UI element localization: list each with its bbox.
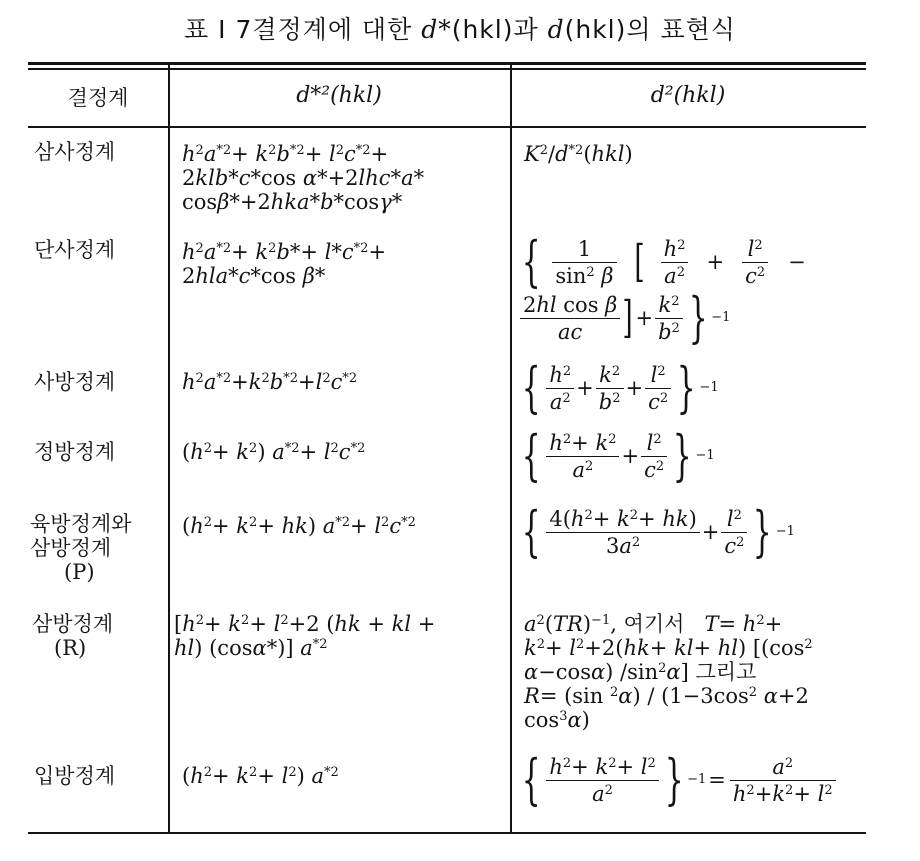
formula-hexagonal-reciprocal: $(h^2+ k^2+ hk)$ $a^{*2}+ l^2c^{*2}$ [182, 514, 416, 538]
formula-orthorhombic-reciprocal: $h^2a^{*2}+k^2b^{*2}+l^2c^{*2}$ [182, 370, 358, 394]
column-divider-1 [168, 64, 170, 834]
formula-triclinic-reciprocal: $h^2a^{*2}+ k^2b^{*2}+ l^2c^{*2}+$ 2klb*c*cos α*+2lhc*a* cosβ*+2hka*b*cosγ* [182, 142, 425, 214]
top-rule-thin [28, 68, 866, 70]
system-rhombohedral: 삼방정계 (R) [32, 612, 114, 660]
formula-rhombohedral-direct: $a^2(TR)^{-1}$, 여기서 $T= h^2+$ $k^2+ l^2+2(hk+ kl+ hl)$ [($\cos^2$ α−cosα) $/\sin^2\alpha$] 그리고 R= (sin $^2\alpha) / (1-3\cos^2$ α+2 $\cos^3\alpha$) [524, 612, 813, 732]
formula-monoclinic-direct: { $\frac{1}{\sin^2 \beta}$ [ $\frac{h^2}{a^2}$ + $\frac{l^2}{c^2}$ − $\frac{\text{2hl cos β}}{ac}$ ] + $\frac{k^2}{b^2}$ } −1 [521, 230, 806, 349]
header-crystal-system: 결정계 [67, 86, 129, 110]
system-tetragonal: 정방정계 [34, 440, 116, 464]
formula-rhombohedral-reciprocal: [$h^2+ k^2+ l^2+2$ (hk + kl + hl) (cosα*)] $a^{*2}$ [174, 612, 436, 660]
system-cubic: 입방정계 [34, 764, 116, 788]
header-reciprocal: d*²(hkl) [296, 83, 382, 108]
table-caption: 표 Ⅰ 7결정계에 대한 d*(hkl)과 d(hkl)의 표현식 [184, 15, 736, 44]
column-divider-2 [510, 64, 512, 834]
table-label: 표 Ⅰ [184, 15, 227, 44]
formula-orthorhombic-direct: { $\frac{h^2}{a^2}$ + $\frac{k^2}{b^2}$ + $\frac{l^2}{c^2}$ } −1 [521, 356, 719, 419]
system-hexagonal: 육방정계와 삼방정계 (P) [30, 512, 132, 584]
system-orthorhombic: 사방정계 [34, 370, 116, 394]
bottom-rule [28, 832, 866, 834]
system-triclinic: 삼사정계 [34, 140, 116, 164]
formula-monoclinic-reciprocal: $h^2a^{*2}+ k^2b*+ l*c^{*2}+$ 2hla*c*cos β* [182, 240, 387, 288]
header-direct: d²(hkl) [650, 83, 726, 108]
system-monoclinic: 단사정계 [34, 238, 116, 262]
formula-tetragonal-reciprocal: $(h^2+ k^2)$ $a^{*2}+ l^2c^{*2}$ [182, 440, 366, 464]
formula-cubic-direct: { $\frac{h^2+ k^2+ l^2}{a^2}$ } −1 = $\frac{a^2}{h^2+k^2+ l^2}$ [518, 752, 838, 808]
formula-tetragonal-direct: { $\frac{h^2+ k^2}{a^2}$ + $\frac{l^2}{c^2}$ } −1 [521, 424, 715, 487]
formula-triclinic-direct: $K^2/d^{*2}(hkl)$ [524, 142, 633, 166]
formula-hexagonal-direct: { $\frac{4(h^2+ k^2+ hk)}{3a^2}$ + $\frac{l^2}{c^2}$ } −1 [521, 500, 795, 563]
formula-cubic-reciprocal: $(h^2+ k^2+ l^2)$ $a^{*2}$ [182, 764, 339, 788]
top-rule-thick [28, 62, 866, 65]
header-rule [28, 126, 866, 128]
